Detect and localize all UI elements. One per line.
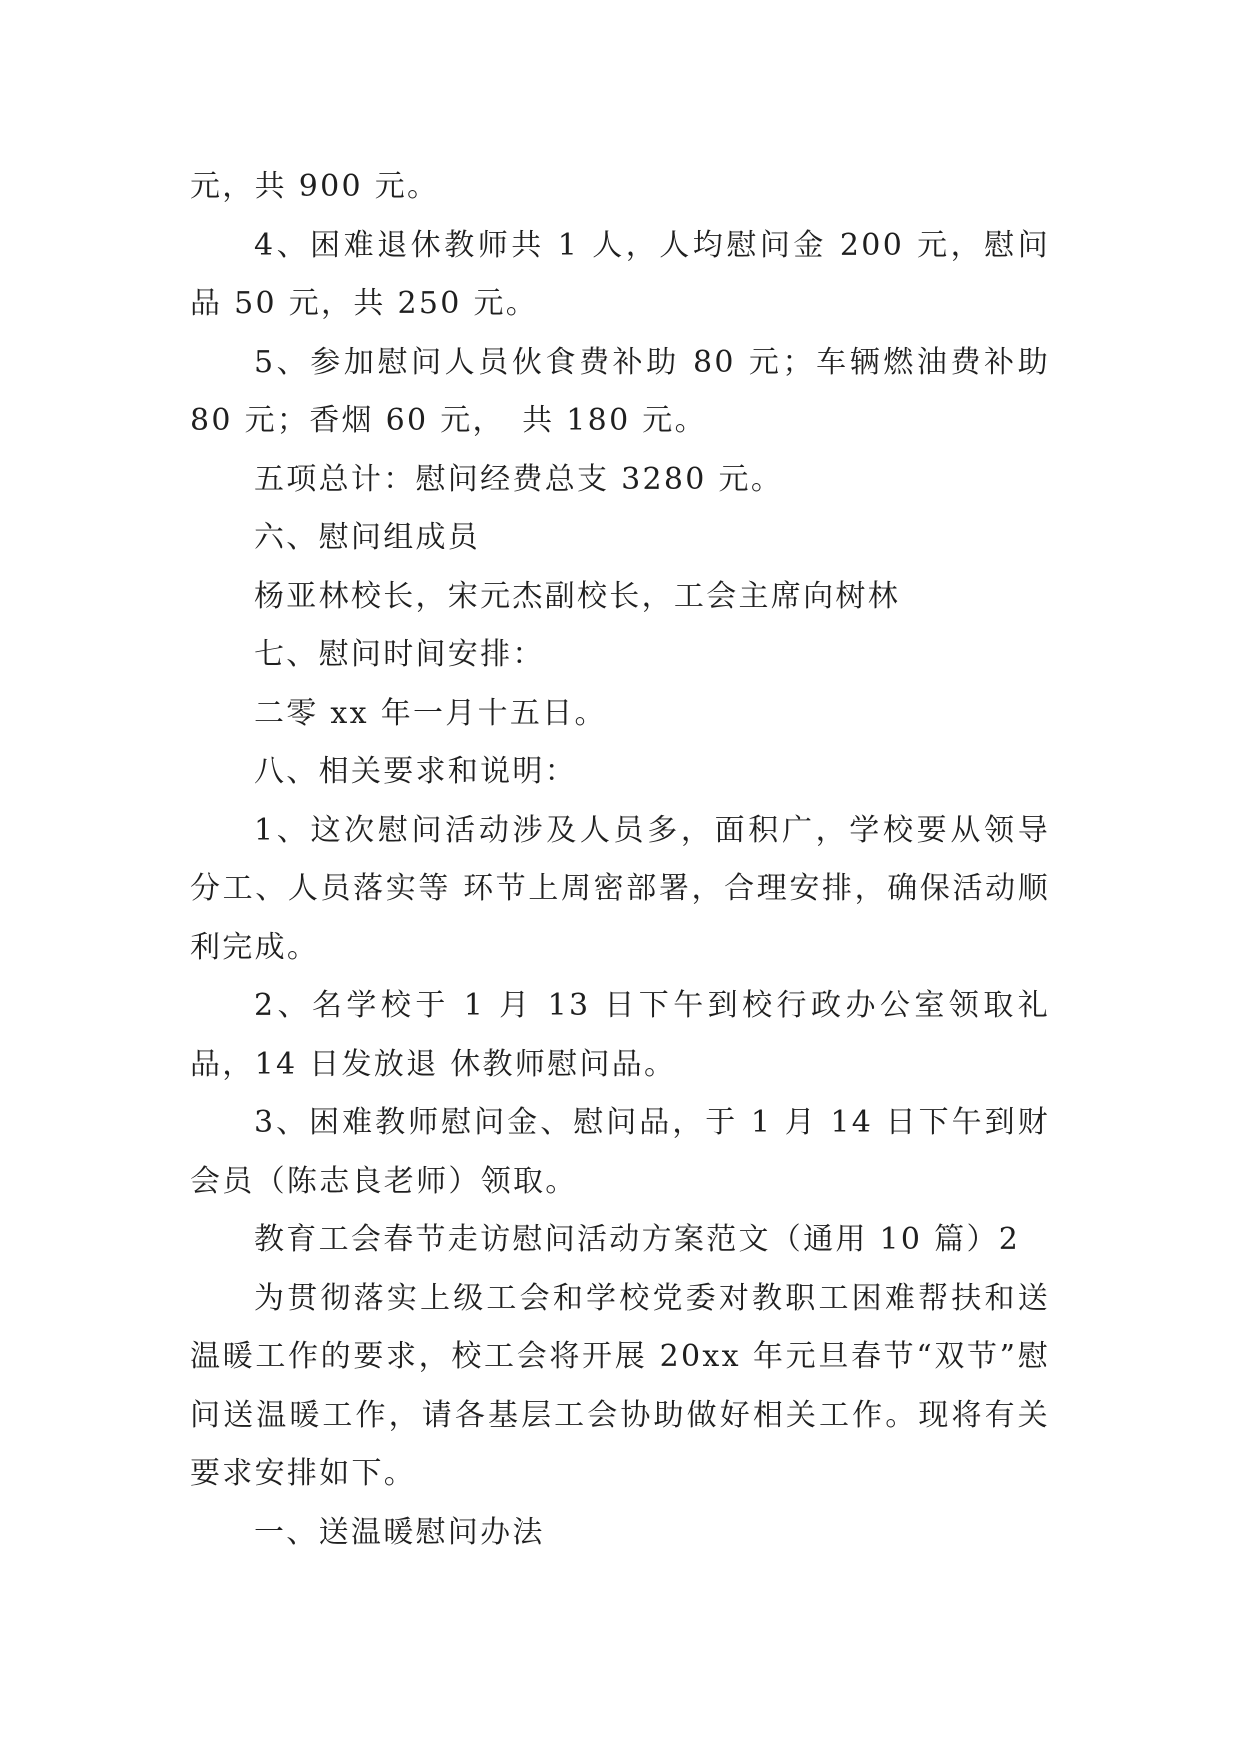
paragraph-requirement-2: 2、名学校于 1 月 13 日下午到校行政办公室领取礼品，14 日发放退 休教师慰问品。: [190, 988, 1050, 1082]
section-heading-members: 六、慰问组成员: [254, 520, 481, 555]
paragraph-requirement-3: 3、困难教师慰问金、慰问品，于 1 月 14 日下午到财会员（陈志良老师）领取。: [190, 1105, 1050, 1199]
section-heading-method: 一、送温暖慰问办法: [254, 1514, 545, 1550]
paragraph-item-4: 4、困难退休教师共 1 人，人均慰问金 200 元，慰问品 50 元，共 250 元。: [190, 227, 1050, 321]
section-heading-schedule: 七、慰问时间安排：: [254, 637, 545, 672]
paragraph-members: 杨亚林校长，宋元杰副校长，工会主席向树林: [254, 578, 900, 614]
paragraph-intro: 为贯彻落实上级工会和学校党委对教职工困难帮扶和送温暖工作的要求，校工会将开展 20xx 年元旦春节“双节”慰问送温暖工作，请各基层工会协助做好相关工作。现将有关要求安排如下。: [190, 1280, 1050, 1491]
paragraph-date: 二零 xx 年一月十五日。: [254, 695, 607, 731]
paragraph-requirement-1: 1、这次慰问活动涉及人员多，面积广，学校要从领导分工、人员落实等 环节上周密部署，合理安排，确保活动顺利完成。: [190, 812, 1050, 965]
paragraph-total: 五项总计：慰问经费总支 3280 元。: [254, 461, 784, 497]
paragraph-continuation: 元，共 900 元。: [190, 169, 440, 204]
document-subtitle: 教育工会春节走访慰问活动方案范文（通用 10 篇）2: [254, 1222, 1021, 1257]
document-body: [190, 158, 1062, 1562]
paragraph-item-5: 5、参加慰问人员伙食费补助 80 元；车辆燃油费补助 80 元；香烟 60 元， 共 180 元。: [190, 344, 1062, 438]
section-heading-requirements: 八、相关要求和说明：: [254, 754, 577, 789]
